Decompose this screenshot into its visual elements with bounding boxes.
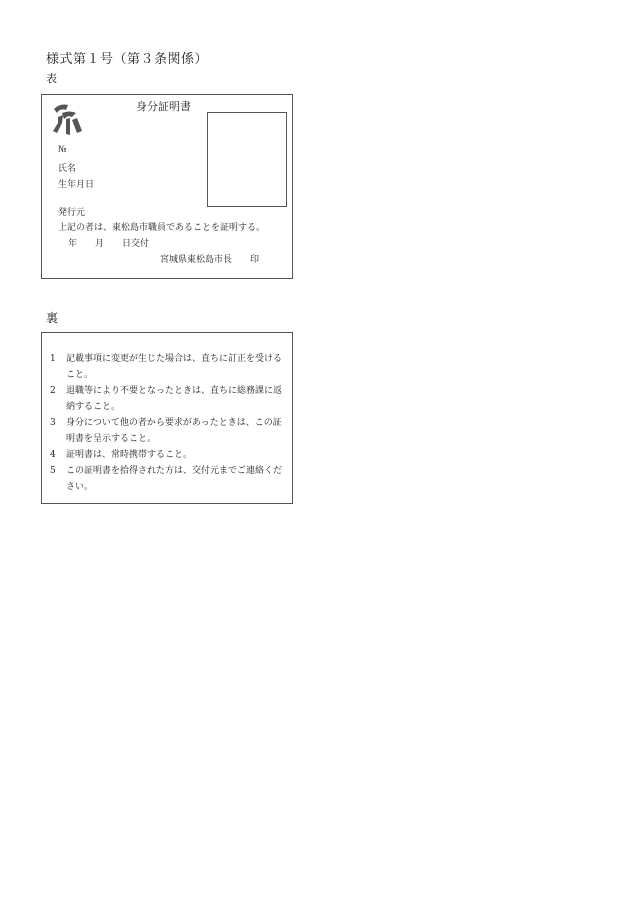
birthdate-label: 生年月日 [58,180,95,190]
rule-number: 2 [50,386,56,396]
rule-text: 身分について他の者から要求があったときは、この証明書を呈示すること。 [66,418,282,444]
front-side-label: 表 [46,72,57,85]
issuer-label: 発行元 [58,208,86,218]
city-logo-icon [48,101,86,139]
rule-item [50,463,290,495]
certification-statement: 上記の者は、東松島市職員であることを証明する。 [58,223,266,233]
back-side-label: 裏 [46,311,59,325]
rule-number: 3 [50,418,56,428]
rule-number: 4 [50,450,56,460]
card-title: 身分証明書 [136,100,191,113]
rule-text: 記載事項に変更が生じた場合は、直ちに訂正を受けること。 [66,354,283,380]
rule-item [50,383,290,415]
mayor-signature: 宮城県東松島市長 印 [160,255,260,265]
id-card-back [41,332,293,504]
rule-text: 退職等により不要となったときは、直ちに総務課に返納すること。 [66,386,283,412]
rule-number: 1 [50,354,56,364]
rule-item [50,351,290,383]
rules-list [50,351,290,495]
rule-number: 5 [50,466,56,476]
rule-item [50,415,290,447]
rule-text: この証明書を拾得された方は、交付元までご連絡ください。 [66,466,283,492]
issue-date: 年 月 日交付 [68,239,150,249]
photo-box [207,112,287,207]
number-label: № [58,145,67,155]
id-card-front [41,94,293,279]
form-title: 様式第１号（第３条関係） [46,52,209,67]
rule-item [50,447,290,463]
rule-text: 証明書は、常時携帯すること。 [66,450,193,460]
name-label: 氏名 [58,164,77,174]
